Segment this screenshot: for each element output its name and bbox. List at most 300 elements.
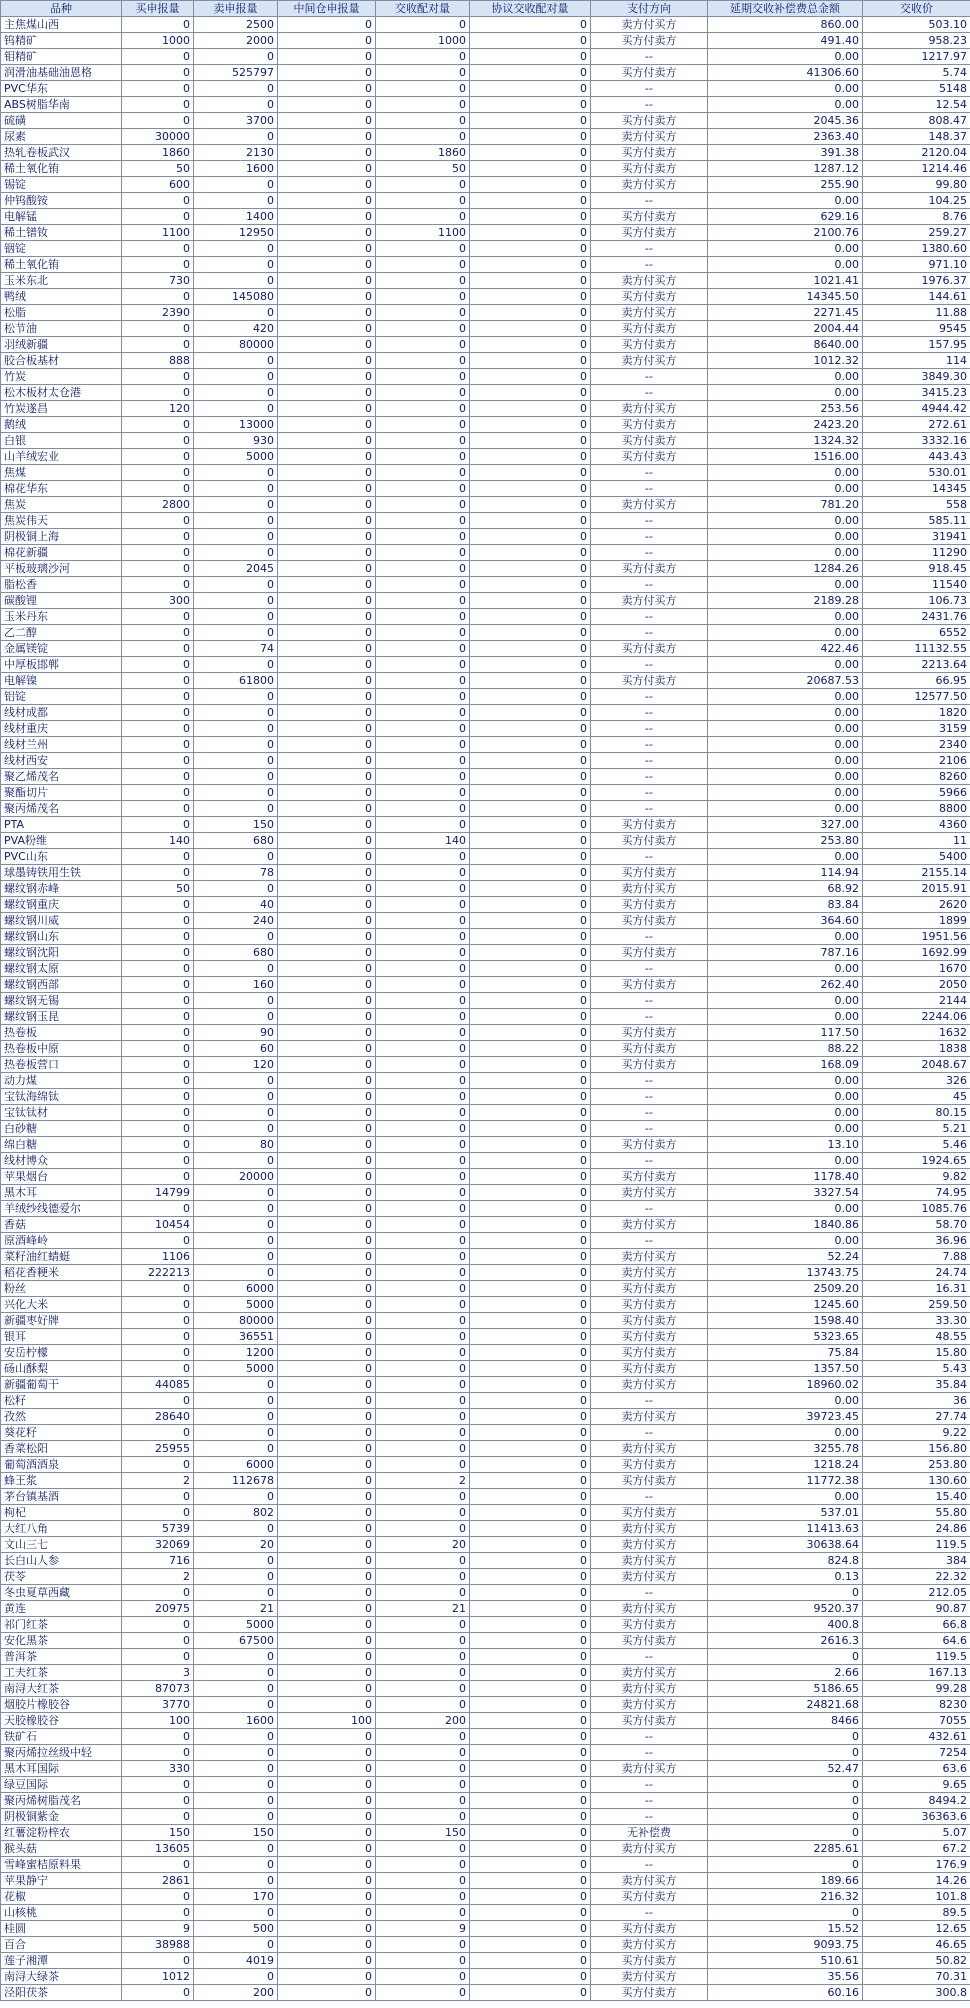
cell-sell-qty: 0 [194, 577, 278, 593]
cell-payment-direction: 无补偿费 [591, 1825, 708, 1841]
cell-product: 银耳 [1, 1329, 122, 1345]
cell-product: 冬虫夏草西藏 [1, 1585, 122, 1601]
cell-sell-qty: 60 [194, 1041, 278, 1057]
table-row [1, 657, 970, 673]
cell-product: 主焦煤山西 [1, 17, 122, 33]
cell-matched-qty: 0 [376, 625, 470, 641]
cell-agreement-matched-qty: 0 [470, 1745, 591, 1761]
cell-buy-qty: 0 [122, 545, 194, 561]
cell-settlement-price: 89.5 [863, 1905, 970, 1921]
cell-agreement-matched-qty: 0 [470, 785, 591, 801]
table-row [1, 273, 970, 289]
cell-settlement-price: 1899 [863, 913, 970, 929]
cell-settlement-price: 272.61 [863, 417, 970, 433]
cell-sell-qty: 12950 [194, 225, 278, 241]
cell-agreement-matched-qty: 0 [470, 1281, 591, 1297]
cell-product: 莲子湘潭 [1, 1953, 122, 1969]
cell-matched-qty: 0 [376, 577, 470, 593]
cell-matched-qty: 0 [376, 737, 470, 753]
cell-settlement-price: 558 [863, 497, 970, 513]
table-row [1, 1153, 970, 1169]
cell-matched-qty: 0 [376, 465, 470, 481]
cell-sell-qty: 0 [194, 769, 278, 785]
cell-matched-qty: 0 [376, 641, 470, 657]
cell-intermediate-qty: 0 [278, 769, 376, 785]
cell-compensation-total: 0.00 [708, 993, 863, 1009]
cell-compensation-total: 0.00 [708, 689, 863, 705]
cell-agreement-matched-qty: 0 [470, 1537, 591, 1553]
cell-agreement-matched-qty: 0 [470, 881, 591, 897]
col-header-product: 品种 [1, 1, 122, 17]
cell-settlement-price: 2050 [863, 977, 970, 993]
cell-intermediate-qty: 0 [278, 1057, 376, 1073]
cell-payment-direction: 买方付卖方 [591, 209, 708, 225]
cell-product: 鹅绒 [1, 417, 122, 433]
cell-settlement-price: 101.8 [863, 1889, 970, 1905]
cell-settlement-price: 2120.04 [863, 145, 970, 161]
table-row [1, 1889, 970, 1905]
cell-intermediate-qty: 0 [278, 833, 376, 849]
cell-settlement-price: 144.61 [863, 289, 970, 305]
cell-matched-qty: 0 [376, 1697, 470, 1713]
table-row [1, 1361, 970, 1377]
cell-payment-direction: 买方付卖方 [591, 1361, 708, 1377]
cell-product: 原酒峰岭 [1, 1233, 122, 1249]
table-row [1, 1233, 970, 1249]
cell-sell-qty: 2500 [194, 17, 278, 33]
cell-intermediate-qty: 0 [278, 1025, 376, 1041]
cell-payment-direction: 买方付卖方 [591, 897, 708, 913]
cell-intermediate-qty: 0 [278, 1601, 376, 1617]
table-row [1, 17, 970, 33]
cell-payment-direction: -- [591, 993, 708, 1009]
cell-intermediate-qty: 0 [278, 465, 376, 481]
table-row [1, 529, 970, 545]
cell-agreement-matched-qty: 0 [470, 1793, 591, 1809]
cell-agreement-matched-qty: 0 [470, 1409, 591, 1425]
cell-settlement-price: 157.95 [863, 337, 970, 353]
cell-matched-qty: 0 [376, 1585, 470, 1601]
table-row [1, 145, 970, 161]
cell-payment-direction: -- [591, 1233, 708, 1249]
cell-compensation-total: 0.00 [708, 481, 863, 497]
cell-matched-qty: 21 [376, 1601, 470, 1617]
cell-agreement-matched-qty: 0 [470, 1809, 591, 1825]
cell-buy-qty: 0 [122, 1121, 194, 1137]
cell-payment-direction: -- [591, 465, 708, 481]
cell-compensation-total: 0 [708, 1649, 863, 1665]
cell-product: 螺纹钢西部 [1, 977, 122, 993]
cell-settlement-price: 36.96 [863, 1233, 970, 1249]
cell-product: 硫磺 [1, 113, 122, 129]
cell-product: 球墨铸铁用生铁 [1, 865, 122, 881]
cell-compensation-total: 400.8 [708, 1617, 863, 1633]
cell-agreement-matched-qty: 0 [470, 81, 591, 97]
cell-intermediate-qty: 0 [278, 593, 376, 609]
cell-buy-qty: 0 [122, 49, 194, 65]
cell-sell-qty: 0 [194, 401, 278, 417]
cell-agreement-matched-qty: 0 [470, 1889, 591, 1905]
table-row [1, 433, 970, 449]
cell-sell-qty: 0 [194, 961, 278, 977]
cell-agreement-matched-qty: 0 [470, 689, 591, 705]
cell-sell-qty: 2000 [194, 33, 278, 49]
cell-sell-qty: 20000 [194, 1169, 278, 1185]
cell-intermediate-qty: 0 [278, 577, 376, 593]
cell-buy-qty: 20975 [122, 1601, 194, 1617]
cell-matched-qty: 1860 [376, 145, 470, 161]
cell-intermediate-qty: 0 [278, 785, 376, 801]
cell-product: 宝钛钛材 [1, 1105, 122, 1121]
cell-buy-qty: 0 [122, 561, 194, 577]
cell-sell-qty: 0 [194, 1729, 278, 1745]
cell-matched-qty: 0 [376, 689, 470, 705]
cell-product: ABS树脂华南 [1, 97, 122, 113]
cell-product: 碳酸锂 [1, 593, 122, 609]
cell-product: 桂圆 [1, 1921, 122, 1937]
cell-agreement-matched-qty: 0 [470, 481, 591, 497]
table-row [1, 625, 970, 641]
cell-agreement-matched-qty: 0 [470, 865, 591, 881]
cell-buy-qty: 0 [122, 1617, 194, 1633]
cell-agreement-matched-qty: 0 [470, 1921, 591, 1937]
cell-payment-direction: -- [591, 609, 708, 625]
cell-payment-direction: -- [591, 689, 708, 705]
cell-agreement-matched-qty: 0 [470, 1041, 591, 1057]
cell-compensation-total: 52.24 [708, 1249, 863, 1265]
cell-product: 动力煤 [1, 1073, 122, 1089]
cell-intermediate-qty: 0 [278, 1681, 376, 1697]
cell-matched-qty: 0 [376, 1377, 470, 1393]
table-row [1, 385, 970, 401]
cell-settlement-price: 12.65 [863, 1921, 970, 1937]
cell-payment-direction: 买方付卖方 [591, 673, 708, 689]
cell-agreement-matched-qty: 0 [470, 961, 591, 977]
table-row [1, 113, 970, 129]
cell-intermediate-qty: 0 [278, 1393, 376, 1409]
cell-payment-direction: -- [591, 625, 708, 641]
cell-buy-qty: 0 [122, 1905, 194, 1921]
cell-matched-qty: 0 [376, 1953, 470, 1969]
cell-settlement-price: 1214.46 [863, 161, 970, 177]
cell-sell-qty: 0 [194, 753, 278, 769]
cell-compensation-total: 0.00 [708, 1089, 863, 1105]
cell-matched-qty: 0 [376, 97, 470, 113]
cell-intermediate-qty: 0 [278, 1857, 376, 1873]
cell-buy-qty: 0 [122, 609, 194, 625]
cell-sell-qty: 525797 [194, 65, 278, 81]
cell-intermediate-qty: 0 [278, 1809, 376, 1825]
cell-buy-qty: 0 [122, 673, 194, 689]
cell-intermediate-qty: 0 [278, 881, 376, 897]
cell-product: 鸭绒 [1, 289, 122, 305]
cell-sell-qty: 0 [194, 1441, 278, 1457]
cell-sell-qty: 20 [194, 1537, 278, 1553]
cell-buy-qty: 150 [122, 1825, 194, 1841]
cell-agreement-matched-qty: 0 [470, 753, 591, 769]
cell-matched-qty: 200 [376, 1713, 470, 1729]
cell-sell-qty: 0 [194, 1905, 278, 1921]
cell-compensation-total: 14345.50 [708, 289, 863, 305]
cell-sell-qty: 5000 [194, 1297, 278, 1313]
cell-sell-qty: 0 [194, 129, 278, 145]
cell-agreement-matched-qty: 0 [470, 241, 591, 257]
cell-payment-direction: 买方付卖方 [591, 1633, 708, 1649]
cell-compensation-total: 0.00 [708, 1105, 863, 1121]
cell-product: PTA [1, 817, 122, 833]
cell-buy-qty: 0 [122, 1585, 194, 1601]
cell-matched-qty: 140 [376, 833, 470, 849]
table-row [1, 129, 970, 145]
cell-settlement-price: 104.25 [863, 193, 970, 209]
cell-settlement-price: 2155.14 [863, 865, 970, 881]
cell-matched-qty: 0 [376, 913, 470, 929]
cell-product: 棉花华东 [1, 481, 122, 497]
cell-settlement-price: 530.01 [863, 465, 970, 481]
table-row [1, 577, 970, 593]
table-row [1, 865, 970, 881]
cell-agreement-matched-qty: 0 [470, 1585, 591, 1601]
cell-payment-direction: 买方付卖方 [591, 1889, 708, 1905]
cell-settlement-price: 119.5 [863, 1537, 970, 1553]
cell-settlement-price: 2244.06 [863, 1009, 970, 1025]
cell-sell-qty: 5000 [194, 449, 278, 465]
cell-payment-direction: 卖方付买方 [591, 593, 708, 609]
cell-matched-qty: 0 [376, 1153, 470, 1169]
table-row [1, 1137, 970, 1153]
cell-settlement-price: 36 [863, 1393, 970, 1409]
cell-payment-direction: 卖方付买方 [591, 1969, 708, 1985]
cell-compensation-total: 0.00 [708, 1233, 863, 1249]
cell-matched-qty: 0 [376, 1409, 470, 1425]
cell-product: 螺纹钢赤峰 [1, 881, 122, 897]
cell-buy-qty: 0 [122, 657, 194, 673]
cell-sell-qty: 0 [194, 689, 278, 705]
cell-buy-qty: 0 [122, 1633, 194, 1649]
cell-settlement-price: 27.74 [863, 1409, 970, 1425]
cell-intermediate-qty: 0 [278, 1457, 376, 1473]
cell-matched-qty: 0 [376, 1841, 470, 1857]
cell-compensation-total: 3255.78 [708, 1441, 863, 1457]
cell-settlement-price: 106.73 [863, 593, 970, 609]
table-row [1, 1681, 970, 1697]
cell-agreement-matched-qty: 0 [470, 1505, 591, 1521]
cell-compensation-total: 2616.3 [708, 1633, 863, 1649]
cell-payment-direction: 买方付卖方 [591, 1169, 708, 1185]
table-row [1, 1265, 970, 1281]
table-row [1, 513, 970, 529]
cell-sell-qty: 200 [194, 1985, 278, 2001]
cell-sell-qty: 0 [194, 1249, 278, 1265]
cell-buy-qty: 9 [122, 1921, 194, 1937]
cell-payment-direction: 买方付卖方 [591, 1473, 708, 1489]
table-row [1, 1841, 970, 1857]
col-header-settlement-price: 交收价 [863, 1, 970, 17]
cell-sell-qty: 0 [194, 1761, 278, 1777]
table-row [1, 817, 970, 833]
cell-matched-qty: 0 [376, 1857, 470, 1873]
cell-settlement-price: 8230 [863, 1697, 970, 1713]
cell-settlement-price: 99.80 [863, 177, 970, 193]
cell-agreement-matched-qty: 0 [470, 385, 591, 401]
cell-intermediate-qty: 0 [278, 1521, 376, 1537]
table-row [1, 289, 970, 305]
cell-agreement-matched-qty: 0 [470, 1665, 591, 1681]
cell-buy-qty: 0 [122, 1505, 194, 1521]
cell-payment-direction: 卖方付买方 [591, 881, 708, 897]
cell-matched-qty: 0 [376, 1041, 470, 1057]
cell-buy-qty: 0 [122, 1297, 194, 1313]
cell-settlement-price: 300.8 [863, 1985, 970, 2001]
cell-sell-qty: 0 [194, 1089, 278, 1105]
cell-compensation-total: 2100.76 [708, 225, 863, 241]
cell-agreement-matched-qty: 0 [470, 833, 591, 849]
cell-sell-qty: 0 [194, 1809, 278, 1825]
cell-matched-qty: 0 [376, 1489, 470, 1505]
cell-settlement-price: 50.82 [863, 1953, 970, 1969]
cell-settlement-price: 11 [863, 833, 970, 849]
cell-payment-direction: 买方付卖方 [591, 865, 708, 881]
cell-product: 白砂糖 [1, 1121, 122, 1137]
cell-compensation-total: 0.00 [708, 529, 863, 545]
cell-settlement-price: 3849.30 [863, 369, 970, 385]
cell-settlement-price: 5.43 [863, 1361, 970, 1377]
cell-agreement-matched-qty: 0 [470, 1457, 591, 1473]
cell-product: 线材重庆 [1, 721, 122, 737]
table-row [1, 785, 970, 801]
cell-buy-qty: 0 [122, 769, 194, 785]
cell-product: 热卷板中原 [1, 1041, 122, 1057]
cell-buy-qty: 0 [122, 849, 194, 865]
cell-agreement-matched-qty: 0 [470, 1105, 591, 1121]
cell-sell-qty: 1200 [194, 1345, 278, 1361]
cell-payment-direction: -- [591, 193, 708, 209]
cell-product: 电解镍 [1, 673, 122, 689]
cell-payment-direction: 买方付卖方 [591, 1505, 708, 1521]
cell-matched-qty: 0 [376, 1393, 470, 1409]
cell-intermediate-qty: 0 [278, 1761, 376, 1777]
table-row [1, 177, 970, 193]
cell-matched-qty: 0 [376, 593, 470, 609]
cell-compensation-total: 68.92 [708, 881, 863, 897]
cell-agreement-matched-qty: 0 [470, 1873, 591, 1889]
cell-sell-qty: 36551 [194, 1329, 278, 1345]
cell-settlement-price: 5400 [863, 849, 970, 865]
cell-intermediate-qty: 0 [278, 49, 376, 65]
cell-product: 茅台镇基酒 [1, 1489, 122, 1505]
cell-agreement-matched-qty: 0 [470, 657, 591, 673]
cell-agreement-matched-qty: 0 [470, 417, 591, 433]
cell-intermediate-qty: 0 [278, 449, 376, 465]
cell-payment-direction: 买方付卖方 [591, 1297, 708, 1313]
cell-matched-qty: 0 [376, 1761, 470, 1777]
cell-intermediate-qty: 0 [278, 1361, 376, 1377]
cell-matched-qty: 0 [376, 1217, 470, 1233]
cell-intermediate-qty: 0 [278, 1569, 376, 1585]
cell-agreement-matched-qty: 0 [470, 593, 591, 609]
cell-matched-qty: 0 [376, 1249, 470, 1265]
cell-settlement-price: 67.2 [863, 1841, 970, 1857]
cell-payment-direction: 卖方付买方 [591, 1265, 708, 1281]
cell-product: 葡萄酒酒泉 [1, 1457, 122, 1473]
table-row [1, 1809, 970, 1825]
cell-matched-qty: 0 [376, 1009, 470, 1025]
cell-compensation-total: 0.00 [708, 1393, 863, 1409]
cell-matched-qty: 0 [376, 1281, 470, 1297]
cell-matched-qty: 0 [376, 945, 470, 961]
cell-sell-qty: 0 [194, 369, 278, 385]
cell-agreement-matched-qty: 0 [470, 1089, 591, 1105]
cell-matched-qty: 0 [376, 273, 470, 289]
cell-intermediate-qty: 0 [278, 417, 376, 433]
cell-matched-qty: 0 [376, 1553, 470, 1569]
cell-buy-qty: 0 [122, 1169, 194, 1185]
cell-intermediate-qty: 0 [278, 1729, 376, 1745]
table-row [1, 465, 970, 481]
table-row [1, 593, 970, 609]
cell-agreement-matched-qty: 0 [470, 1553, 591, 1569]
cell-intermediate-qty: 0 [278, 1489, 376, 1505]
cell-settlement-price: 7254 [863, 1745, 970, 1761]
cell-buy-qty: 0 [122, 1489, 194, 1505]
cell-matched-qty: 0 [376, 1777, 470, 1793]
cell-compensation-total: 1324.32 [708, 433, 863, 449]
cell-matched-qty: 0 [376, 1233, 470, 1249]
cell-settlement-price: 2620 [863, 897, 970, 913]
cell-agreement-matched-qty: 0 [470, 1425, 591, 1441]
cell-intermediate-qty: 0 [278, 129, 376, 145]
cell-payment-direction: 买方付卖方 [591, 225, 708, 241]
cell-payment-direction: 买方付卖方 [591, 449, 708, 465]
cell-settlement-price: 3332.16 [863, 433, 970, 449]
cell-sell-qty: 0 [194, 1217, 278, 1233]
cell-payment-direction: -- [591, 385, 708, 401]
cell-agreement-matched-qty: 0 [470, 305, 591, 321]
cell-agreement-matched-qty: 0 [470, 929, 591, 945]
cell-matched-qty: 0 [376, 257, 470, 273]
cell-buy-qty: 0 [122, 1089, 194, 1105]
cell-sell-qty: 680 [194, 833, 278, 849]
table-row [1, 1409, 970, 1425]
cell-intermediate-qty: 0 [278, 817, 376, 833]
cell-product: 线材博众 [1, 1153, 122, 1169]
cell-buy-qty: 0 [122, 321, 194, 337]
table-row [1, 801, 970, 817]
cell-product: 线材西安 [1, 753, 122, 769]
cell-buy-qty: 0 [122, 1105, 194, 1121]
cell-agreement-matched-qty: 0 [470, 209, 591, 225]
cell-matched-qty: 0 [376, 1313, 470, 1329]
table-row [1, 1505, 970, 1521]
table-row [1, 849, 970, 865]
cell-product: 香菜松阳 [1, 1441, 122, 1457]
cell-sell-qty: 160 [194, 977, 278, 993]
cell-matched-qty: 0 [376, 513, 470, 529]
cell-buy-qty: 0 [122, 17, 194, 33]
cell-compensation-total: 0 [708, 1729, 863, 1745]
cell-intermediate-qty: 0 [278, 401, 376, 417]
cell-compensation-total: 216.32 [708, 1889, 863, 1905]
cell-compensation-total: 537.01 [708, 1505, 863, 1521]
cell-intermediate-qty: 0 [278, 1073, 376, 1089]
cell-intermediate-qty: 0 [278, 1153, 376, 1169]
cell-payment-direction: 卖方付买方 [591, 353, 708, 369]
table-row [1, 1057, 970, 1073]
cell-compensation-total: 18960.02 [708, 1377, 863, 1393]
cell-settlement-price: 1692.99 [863, 945, 970, 961]
table-row [1, 1777, 970, 1793]
cell-matched-qty: 0 [376, 1889, 470, 1905]
